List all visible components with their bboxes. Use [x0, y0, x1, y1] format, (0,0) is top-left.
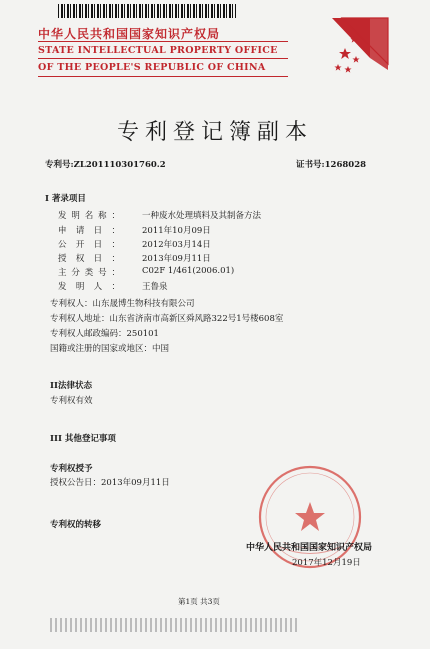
- header-divider: [38, 76, 288, 77]
- country-region: 国籍或注册的国家或地区：中国: [50, 344, 170, 354]
- field-label: 主 分 类 号 ：: [58, 268, 120, 278]
- field-value: C02F 1/461(2006.01): [142, 266, 235, 276]
- header-org-cn: 中华人民共和国国家知识产权局: [38, 27, 221, 41]
- grant-title: 专利权授予: [50, 464, 93, 474]
- section-2-title: II法律状态: [50, 381, 92, 391]
- field-label: 发 明 名 称 ：: [58, 211, 120, 221]
- field-label: 发 明 人 ：: [58, 282, 120, 292]
- section-3-title: III 其他登记事项: [50, 434, 116, 444]
- field-label: 公 开 日 ：: [58, 240, 120, 250]
- transfer-title: 专利权的转移: [50, 520, 102, 530]
- field-label: 授 权 日 ：: [58, 254, 120, 264]
- patentee: 专利权人：山东晟博生物科技有限公司: [50, 299, 195, 309]
- field-value: 2012年03月14日: [142, 240, 211, 250]
- section-1-title: I 著录项目: [45, 194, 86, 204]
- field-value: 一种废水处理填料及其制备方法: [142, 211, 262, 221]
- issuer-name: 中华人民共和国国家知识产权局: [246, 543, 373, 553]
- patent-number-label: 专利号:ZL201110301760.2: [45, 160, 166, 170]
- header-org-en-2: OF THE PEOPLE'S REPUBLIC OF CHINA: [38, 62, 266, 73]
- header-divider: [38, 41, 288, 42]
- page-number: 第1页 共3页: [178, 597, 220, 606]
- sipo-emblem-icon: [330, 14, 390, 76]
- patentee-postcode: 专利权人邮政编码：250101: [50, 329, 159, 339]
- legal-status: 专利权有效: [50, 396, 93, 406]
- barcode: [58, 4, 236, 18]
- grant-announcement-date: 授权公告日：2013年09月11日: [50, 478, 170, 488]
- footer-barcode: [50, 618, 300, 632]
- document-title: 专利登记簿副本: [116, 120, 313, 145]
- field-value: 2011年10月09日: [142, 226, 211, 236]
- field-value: 王鲁泉: [142, 282, 168, 292]
- certificate-number-label: 证书号:1268028: [296, 160, 367, 170]
- field-value: 2013年09月11日: [142, 254, 211, 264]
- issue-date: 2017年12月19日: [292, 558, 361, 568]
- header-divider: [38, 58, 288, 59]
- field-label: 申 请 日 ：: [58, 226, 120, 236]
- patentee-address: 专利权人地址：山东省济南市高新区舜风路322号1号楼608室: [50, 314, 284, 324]
- header-org-en-1: STATE INTELLECTUAL PROPERTY OFFICE: [38, 45, 278, 56]
